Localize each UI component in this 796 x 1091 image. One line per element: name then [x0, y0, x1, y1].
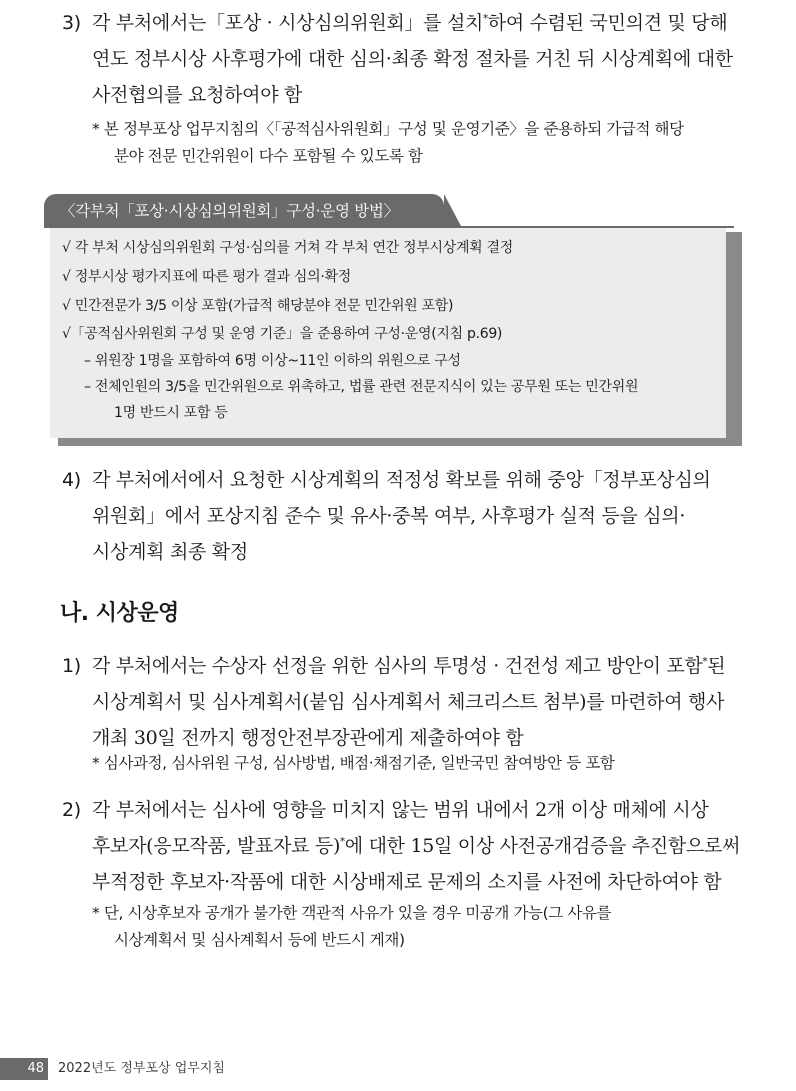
text-line: 시상계획 최종 확정 [92, 541, 248, 563]
note-line: 분야 전문 민간위원이 다수 포함될 수 있도록 함 [114, 147, 423, 165]
item-number: 2) [62, 799, 81, 821]
page-footer [0, 1058, 796, 1080]
text-line: 위원회」에서 포상지침 준수 및 유사·중복 여부, 사후평가 실적 등을 심의· [92, 505, 686, 527]
operation-1-paragraph [62, 648, 742, 756]
section-3-note [92, 116, 742, 170]
operation-2-note [92, 900, 742, 954]
text-line: 시상계획서 및 심사계획서(붙임 심사계획서 체크리스트 첨부)를 마련하여 행사 [92, 691, 725, 713]
box-item: √ 각 부처 시상심의위원회 구성·심의를 거쳐 각 부처 연간 정부시상계획 결정 [62, 240, 513, 256]
box-title: 〈각부처「포상·시상심의위원회」구성·운영 방법〉 [44, 194, 444, 228]
text-line: 각 부처에서는「포상 · 시상심의위원회」를 설치 [92, 12, 484, 34]
section-heading: 나. 시상운영 [60, 601, 179, 626]
operation-1-note [92, 750, 742, 777]
text-line: 각 부처에서에서 요청한 시상계획의 적정성 확보를 위해 중앙「정부포상심의 [92, 469, 711, 491]
text-line: 하여 수렴된 국민의견 및 당해 [487, 12, 728, 34]
note-line: 시상계획서 및 심사계획서 등에 반드시 게재) [114, 931, 405, 949]
operation-2-paragraph [62, 792, 742, 900]
text-line: 에 대한 15일 이상 사전공개검증을 추진함으로써 [344, 835, 741, 857]
box-subitem: – 위원장 1명을 포함하여 6명 이상~11인 이하의 위원으로 구성 [84, 353, 461, 369]
note-line: * 단, 시상후보자 공개가 불가한 객관적 사유가 있을 경우 미공개 가능(그 사유를 [92, 904, 612, 922]
note-line: * 심사과정, 심사위원 구성, 심사방법, 배점·채점기준, 일반국민 참여방안 등 포함 [92, 754, 615, 772]
box-subitem: – 전체인원의 3/5을 민간위원으로 위촉하고, 법률 관련 전문지식이 있는 공무원 또는 민간위원 [84, 379, 639, 395]
text-line: 각 부처에서는 수상자 선정을 위한 심사의 투명성 · 건전성 제고 방안이 포함 [92, 655, 703, 677]
box-item: √ 정부시상 평가지표에 따른 평가 결과 심의·확정 [62, 269, 351, 285]
info-box [50, 226, 726, 438]
note-line: * 본 정부포상 업무지침의〈「공적심사위원회」구성 및 운영기준〉을 준용하되 가급적 해당 [92, 120, 684, 138]
text-line: 개최 30일 전까지 행정안전부장관에게 제출하여야 함 [92, 727, 524, 749]
box-item: √「공적심사위원회 구성 및 운영 기준」을 준용하여 구성·운영(지침 p.69) [62, 326, 503, 342]
item-number: 3) [62, 12, 81, 34]
box-subitem: 1명 반드시 포함 등 [114, 405, 228, 421]
section-3-paragraph [62, 5, 742, 113]
text-line: 된 [707, 655, 726, 677]
footnote-mark: * [702, 656, 708, 668]
page-number: 48 [0, 1058, 48, 1080]
footer-title: 2022년도 정부포상 업무지침 [58, 1061, 225, 1076]
text-line: 각 부처에서는 심사에 영향을 미치지 않는 범위 내에서 2개 이상 매체에 시상 [92, 799, 709, 821]
text-line: 연도 정부시상 사후평가에 대한 심의·최종 확정 절차를 거친 뒤 시상계획에 대한 [92, 48, 733, 70]
item-number: 4) [62, 469, 81, 491]
footnote-mark: * [340, 836, 345, 848]
text-line: 부적정한 후보자·작품에 대한 시상배제로 문제의 소지를 사전에 차단하여야 함 [92, 871, 722, 893]
item-number: 1) [62, 655, 81, 677]
section-4-paragraph [62, 462, 742, 570]
footnote-mark: * [483, 13, 488, 25]
box-item: √ 민간전문가 3/5 이상 포함(가급적 해당분야 전문 민간위원 포함) [62, 298, 454, 314]
text-line: 사전협의를 요청하여야 함 [92, 84, 303, 106]
text-line: 후보자(응모작품, 발표자료 등) [92, 835, 341, 857]
